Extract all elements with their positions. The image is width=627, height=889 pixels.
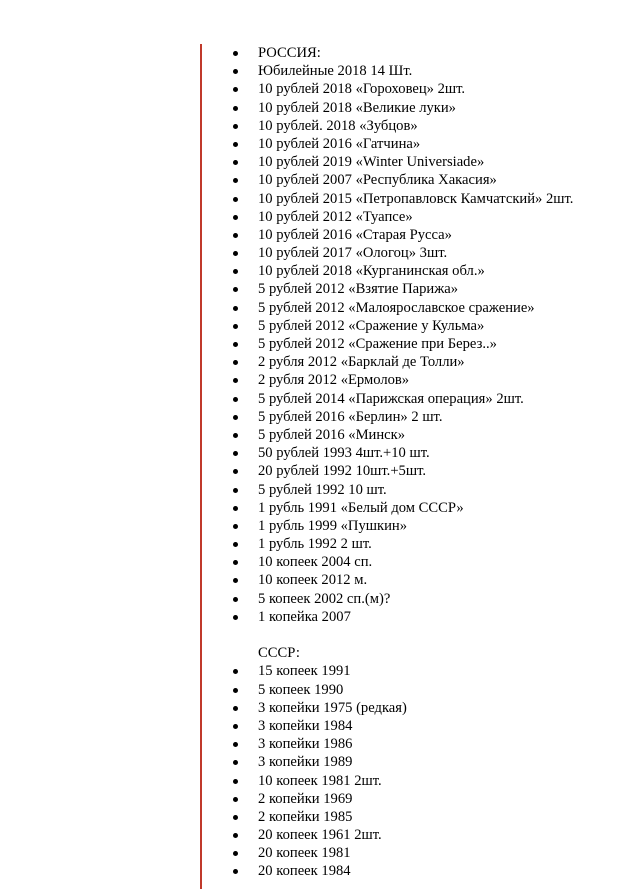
list-item-text: 3 копейки 1975 (редкая) [258, 699, 407, 716]
list-item [0, 553, 627, 571]
bullet-icon [233, 797, 238, 802]
bullet-icon [233, 324, 238, 329]
list-item-text: 5 рублей 2014 «Парижская операция» 2шт. [258, 390, 524, 407]
list-item-text: 20 копеек 1981 [258, 845, 351, 862]
list-item-text: 10 копеек 2012 м. [258, 572, 368, 589]
list-item-text: 10 рублей 2019 «Winter Universiade» [258, 154, 485, 171]
bullet-icon [233, 160, 238, 165]
list-item [0, 335, 627, 353]
bullet-icon [233, 178, 238, 183]
bullet-icon [233, 415, 238, 420]
list-item-text: 10 копеек 1981 2шт. [258, 772, 382, 789]
list-item [0, 862, 627, 880]
bullet-icon [233, 597, 238, 602]
list-item-text: 5 копеек 1990 [258, 681, 344, 698]
bullet-icon [233, 269, 238, 274]
bullet-icon [233, 578, 238, 583]
bullet-icon [233, 87, 238, 92]
ussr-coin-list [0, 644, 627, 880]
bullet-icon [233, 615, 238, 620]
list-item-text: 20 копеек 1984 [258, 863, 351, 880]
list-item [0, 426, 627, 444]
list-item [0, 462, 627, 480]
list-item [0, 481, 627, 499]
list-item [0, 444, 627, 462]
list-item [0, 662, 627, 680]
list-item [0, 135, 627, 153]
list-item-text: 2 копейки 1969 [258, 790, 353, 807]
list-item-text: 10 рублей 2018 «Великие луки» [258, 99, 456, 116]
list-item-text: Юбилейные 2018 14 Шт. [258, 63, 413, 80]
list-item-text: 5 копеек 2002 сп.(м)? [258, 590, 391, 607]
list-item [0, 808, 627, 826]
list-item-text: 50 рублей 1993 4шт.+10 шт. [258, 445, 430, 462]
list-item [0, 590, 627, 608]
list-item [0, 535, 627, 553]
list-item-text: 3 копейки 1984 [258, 717, 353, 734]
list-item-text: 15 копеек 1991 [258, 663, 351, 680]
list-item-text: 10 копеек 2004 сп. [258, 554, 373, 571]
bullet-icon [233, 233, 238, 238]
bullet-icon [233, 669, 238, 674]
list-item-text: 10 рублей 2018 «Гороховец» 2шт. [258, 81, 466, 98]
bullet-icon [233, 433, 238, 438]
bullet-icon [233, 469, 238, 474]
list-item [0, 208, 627, 226]
list-item [0, 753, 627, 771]
list-item-text: 3 копейки 1989 [258, 754, 353, 771]
bullet-icon [233, 378, 238, 383]
list-item [0, 826, 627, 844]
list-item [0, 608, 627, 626]
bullet-icon [233, 142, 238, 147]
list-item [0, 190, 627, 208]
list-item-text: 1 рубль 1991 «Белый дом СССР» [258, 499, 464, 516]
list-item [0, 699, 627, 717]
list-item [0, 499, 627, 517]
list-item [0, 117, 627, 135]
list-item [0, 226, 627, 244]
bullet-icon [233, 560, 238, 565]
list-item-text: 10 рублей 2016 «Старая Русса» [258, 226, 452, 243]
list-item-text: СССР: [258, 645, 300, 662]
list-item [0, 171, 627, 189]
list-item [0, 317, 627, 335]
list-item [0, 735, 627, 753]
section-spacer [0, 626, 627, 644]
list-item-text: 2 рубля 2012 «Ермолов» [258, 372, 410, 389]
list-item-text: 1 рубль 1992 2 шт. [258, 536, 372, 553]
list-item-text: 3 копейки 1986 [258, 736, 353, 753]
list-item-text: 20 рублей 1992 10шт.+5шт. [258, 463, 427, 480]
list-item [0, 371, 627, 389]
bullet-icon [233, 815, 238, 820]
bullet-icon [233, 833, 238, 838]
russia-coin-list [0, 44, 627, 626]
list-item-text: РОССИЯ: [258, 45, 321, 61]
bullet-icon [233, 251, 238, 256]
list-item-text: 10 рублей 2016 «Гатчина» [258, 135, 421, 152]
list-item [0, 353, 627, 371]
list-item [0, 280, 627, 298]
list-item [0, 153, 627, 171]
list-item [0, 790, 627, 808]
list-item [0, 62, 627, 80]
list-item [0, 299, 627, 317]
list-item-text: 2 копейки 1985 [258, 808, 353, 825]
bullet-icon [233, 197, 238, 202]
list-item [0, 517, 627, 535]
list-item [0, 844, 627, 862]
bullet-icon [233, 451, 238, 456]
list-item [0, 717, 627, 735]
bullet-icon [233, 542, 238, 547]
list-item [0, 244, 627, 262]
bullet-icon [233, 215, 238, 220]
list-item-text: 5 рублей 2012 «Сражение при Берез..» [258, 336, 497, 352]
list-item-text: 10 рублей. 2018 «Зубцов» [258, 117, 418, 134]
bullet-icon [233, 106, 238, 111]
list-item [0, 44, 627, 62]
list-item-text: 5 рублей 2012 «Взятие Парижа» [258, 281, 459, 298]
bullet-icon [233, 524, 238, 529]
bullet-icon [233, 51, 238, 56]
list-item-text: 10 рублей 2015 «Петропавловск Камчатский» 2шт. [258, 190, 574, 207]
bullet-icon [233, 124, 238, 129]
list-item-text: 20 копеек 1961 2шт. [258, 827, 382, 844]
list-item-text: 1 копейка 2007 [258, 608, 351, 625]
list-item [0, 262, 627, 280]
list-item-text: 5 рублей 2012 «Сражение у Кульма» [258, 317, 485, 334]
bullet-icon [233, 779, 238, 784]
list-item-text: 5 рублей 1992 10 шт. [258, 481, 387, 498]
list-item-text: 10 рублей 2012 «Туапсе» [258, 208, 413, 225]
bullet-icon [233, 488, 238, 493]
list-item [0, 408, 627, 426]
bullet-icon [233, 69, 238, 74]
document-body [0, 44, 627, 881]
list-item-text: 10 рублей 2018 «Курганинская обл.» [258, 263, 485, 280]
list-item-text: 10 рублей 2007 «Республика Хакасия» [258, 172, 497, 189]
list-item [0, 772, 627, 790]
list-item-text: 5 рублей 2012 «Малоярославское сражение» [258, 299, 535, 316]
list-item-text: 5 рублей 2016 «Минск» [258, 426, 406, 443]
bullet-icon [233, 742, 238, 747]
bullet-icon [233, 342, 238, 347]
list-item [0, 99, 627, 117]
bullet-icon [233, 688, 238, 693]
bullet-icon [233, 724, 238, 729]
bullet-icon [233, 851, 238, 856]
bullet-icon [233, 706, 238, 711]
list-item [0, 681, 627, 699]
bullet-icon [233, 360, 238, 365]
bullet-icon [233, 760, 238, 765]
section-heading [0, 644, 627, 662]
list-item [0, 80, 627, 98]
bullet-icon [233, 506, 238, 511]
bullet-icon [233, 869, 238, 874]
list-item [0, 390, 627, 408]
bullet-icon [233, 287, 238, 292]
list-item-text: 1 рубль 1999 «Пушкин» [258, 517, 408, 534]
list-item-text: 5 рублей 2016 «Берлин» 2 шт. [258, 408, 443, 425]
list-item [0, 571, 627, 589]
bullet-icon [233, 397, 238, 402]
list-item-text: 10 рублей 2017 «Ологоц» 3шт. [258, 245, 448, 262]
list-item-text: 2 рубля 2012 «Барклай де Толли» [258, 354, 465, 371]
bullet-icon [233, 306, 238, 311]
